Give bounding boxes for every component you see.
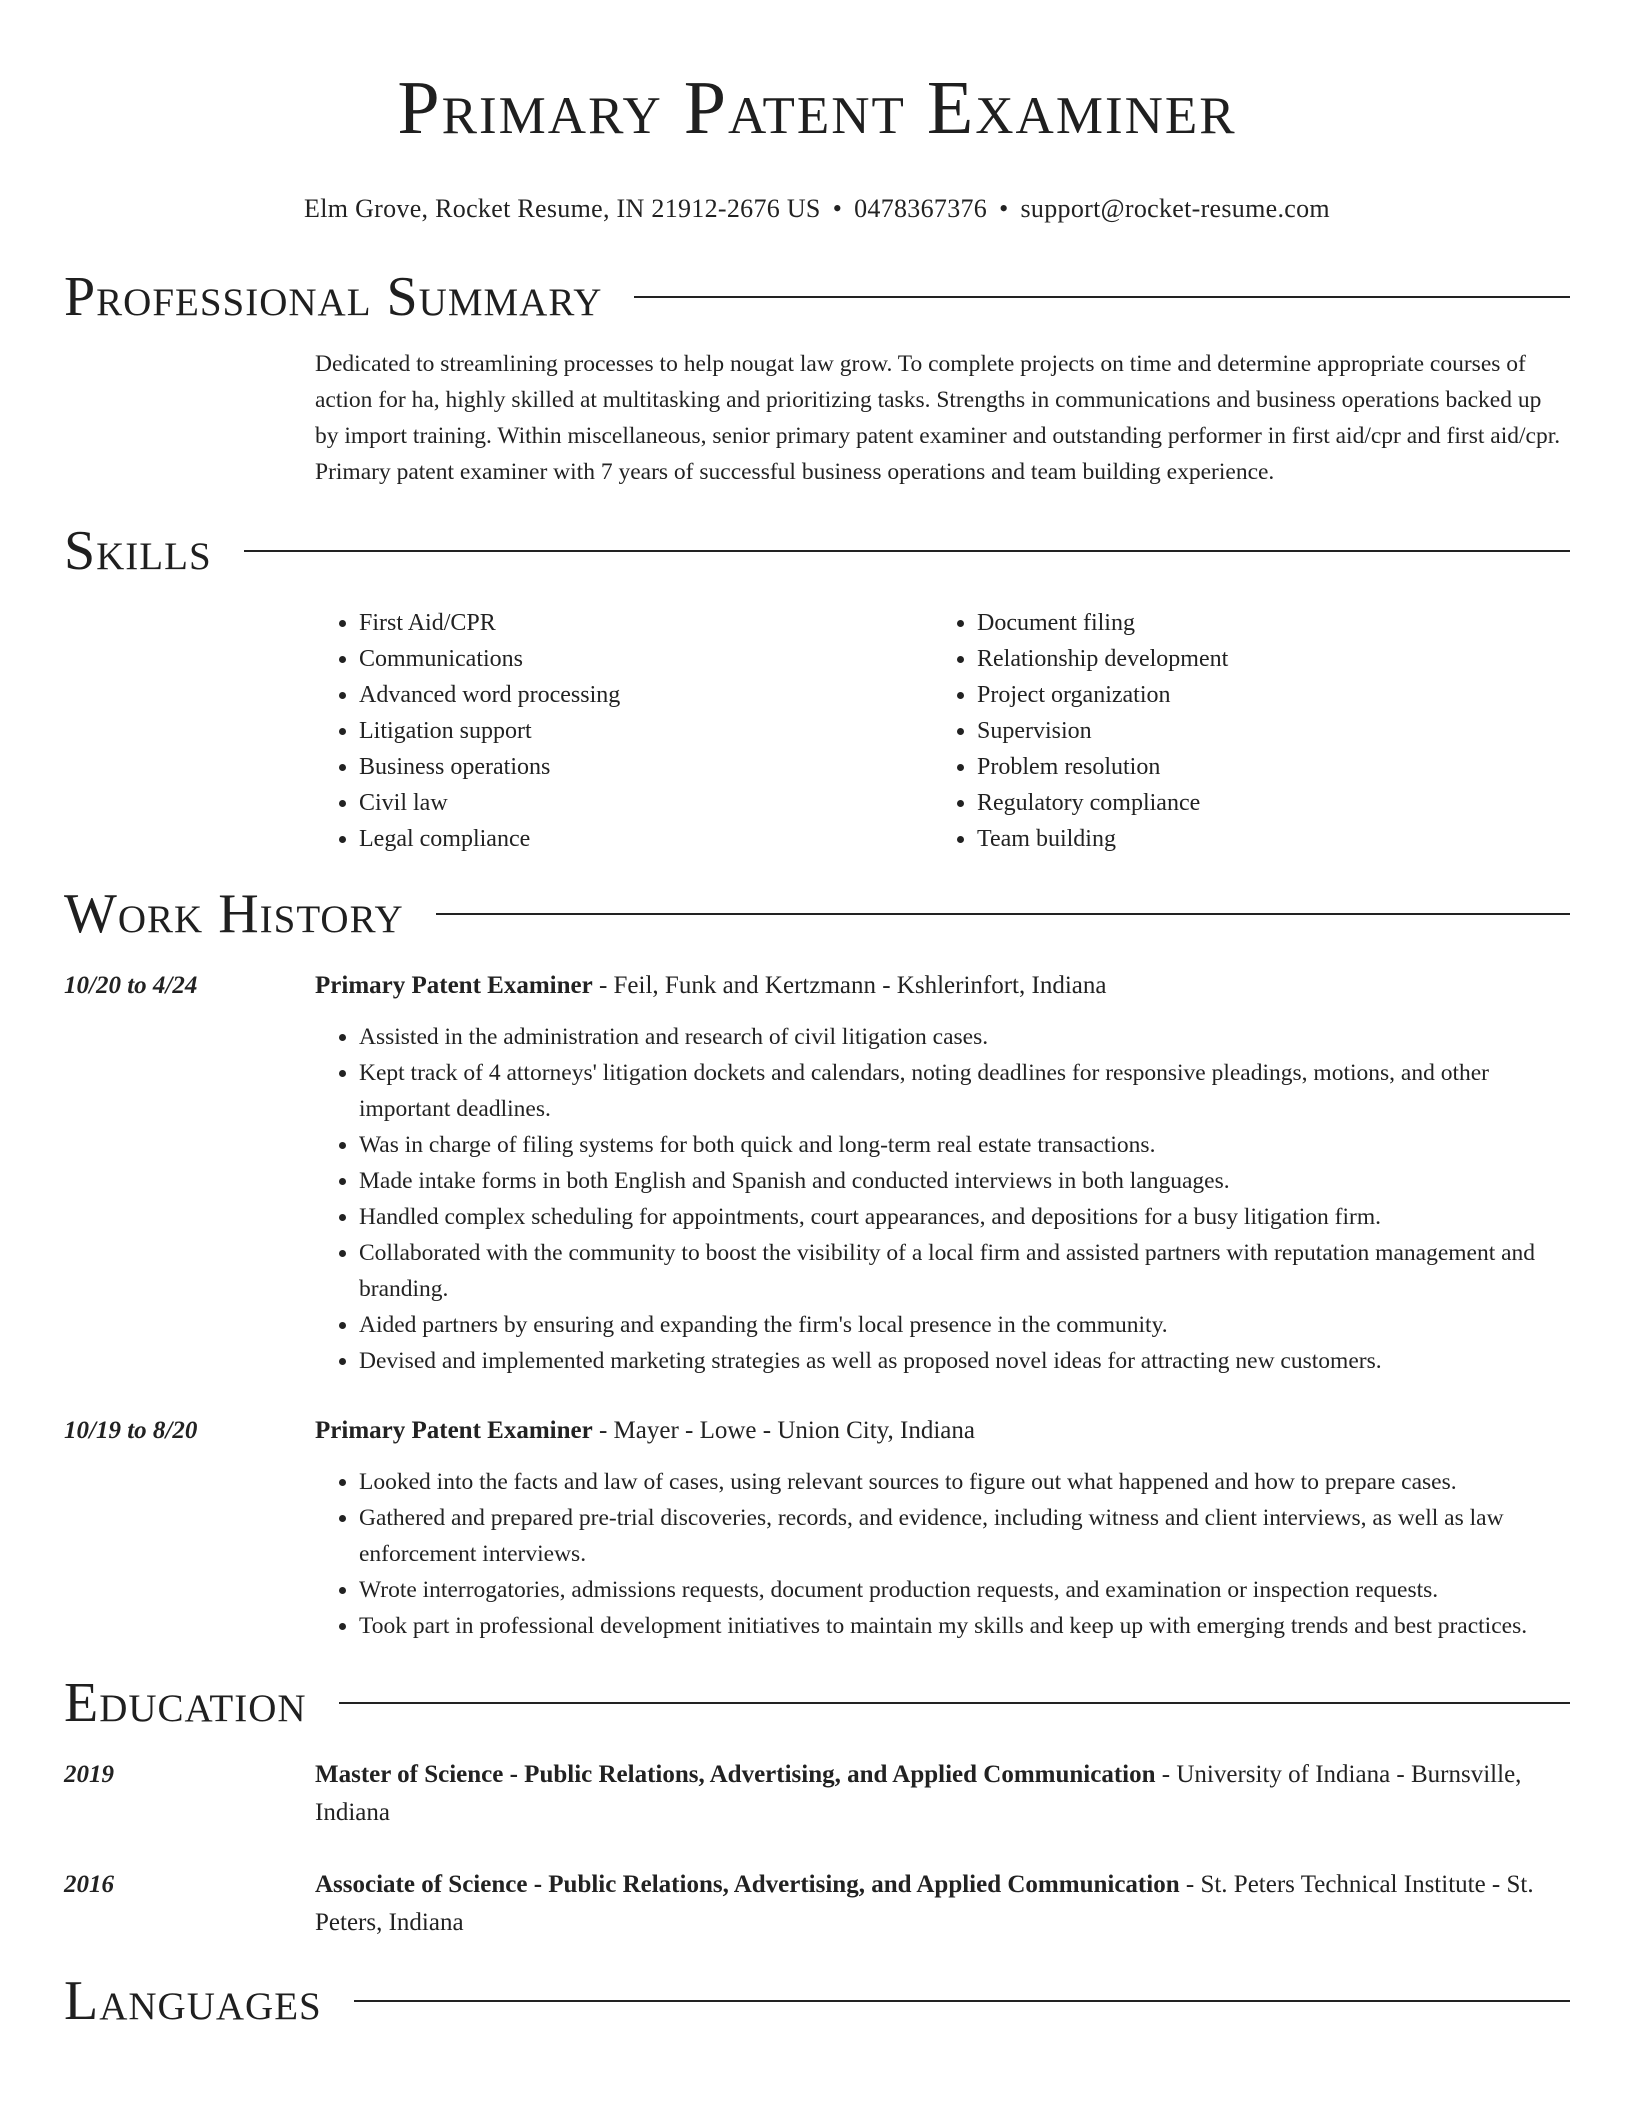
skill-item: • Project organization xyxy=(977,677,1551,713)
contact-phone: 0478367376 xyxy=(854,194,988,223)
section-divider xyxy=(354,2000,1570,2002)
summary-text: Dedicated to streamlining processes to help nougat law grow. To complete projects on time and determine appropriate courses of action for ha, highly skilled at multitasking and prioritizing tasks. Strengths in communications and business operations backed up by import training. Within miscellaneous, senior primary patent examiner and outstanding performer in first aid/cpr and first aid/cpr. Primary patent examiner with 7 years of successful business operations and team building experience. xyxy=(315,351,1561,485)
job-duty: • Assisted in the administration and research of civil litigation cases. xyxy=(359,1019,1570,1055)
job-entry xyxy=(64,967,1570,1379)
job-employer: - Feil, Funk and Kertzmann - Kshlerinfort, Indiana xyxy=(592,972,1107,999)
skill-item: • Legal compliance xyxy=(359,821,933,857)
job-header xyxy=(315,967,1570,1005)
job-dates: 10/20 to 4/24 xyxy=(64,972,198,999)
education-section xyxy=(64,1668,1570,1942)
job-duties xyxy=(315,1019,1570,1379)
skill-item: • Regulatory compliance xyxy=(977,785,1551,821)
degree: Master of Science - Public Relations, Advertising, and Applied Communication xyxy=(315,1761,1156,1788)
education-heading-row xyxy=(64,1668,1570,1738)
education-heading: Education xyxy=(64,1672,307,1734)
contact-line xyxy=(64,194,1570,224)
education-entry xyxy=(64,1866,1570,1942)
skills-heading: Skills xyxy=(64,520,212,582)
skill-item: • Team building xyxy=(977,821,1551,857)
job-duty: • Devised and implemented marketing strategies as well as proposed novel ideas for attracting new customers. xyxy=(359,1343,1570,1379)
job-header xyxy=(315,1412,1570,1450)
job-duty: • Was in charge of filing systems for both quick and long-term real estate transactions. xyxy=(359,1127,1570,1163)
job-duties xyxy=(315,1464,1570,1644)
skills-column-left xyxy=(315,605,933,857)
job-duty: • Aided partners by ensuring and expanding the firm's local presence in the community. xyxy=(359,1307,1570,1343)
summary-heading: Professional Summary xyxy=(64,266,603,328)
education-detail xyxy=(315,1756,1570,1832)
work-history-heading: Work History xyxy=(64,883,404,945)
job-title: Primary Patent Examiner xyxy=(315,1417,593,1444)
skill-item: • Civil law xyxy=(359,785,933,821)
section-divider xyxy=(634,296,1570,298)
skill-item: • Document filing xyxy=(977,605,1551,641)
job-duty: • Handled complex scheduling for appointments, court appearances, and depositions for a busy litigation firm. xyxy=(359,1199,1570,1235)
work-history-section xyxy=(64,879,1570,1644)
skills-list xyxy=(315,605,1570,857)
job-duty: • Looked into the facts and law of cases, using relevant sources to figure out what happened and how to prepare cases. xyxy=(359,1464,1570,1500)
languages-heading: Languages xyxy=(64,1970,322,2032)
skill-item: • Relationship development xyxy=(977,641,1551,677)
education-entry xyxy=(64,1756,1570,1832)
job-dates: 10/19 to 8/20 xyxy=(64,1417,198,1444)
contact-separator: • xyxy=(999,194,1009,223)
summary-section xyxy=(64,262,1570,490)
education-year: 2016 xyxy=(64,1871,114,1898)
section-divider xyxy=(436,913,1570,915)
degree: Associate of Science - Public Relations, Advertising, and Applied Communication xyxy=(315,1871,1180,1898)
job-duty: • Collaborated with the community to boost the visibility of a local firm and assisted partners with reputation management and branding. xyxy=(359,1235,1570,1307)
job-duty: • Took part in professional development initiatives to maintain my skills and keep up with emerging trends and best practices. xyxy=(359,1608,1570,1644)
job-duty: • Gathered and prepared pre-trial discoveries, records, and evidence, including witness and client interviews, as well as law enforcement interviews. xyxy=(359,1500,1570,1572)
skills-column-right xyxy=(933,605,1551,857)
section-divider xyxy=(244,550,1570,552)
languages-section xyxy=(64,1966,1570,2036)
skill-item: • Business operations xyxy=(359,749,933,785)
skill-item: • Communications xyxy=(359,641,933,677)
skill-item: • Advanced word processing xyxy=(359,677,933,713)
job-duty: • Made intake forms in both English and Spanish and conducted interviews in both languages. xyxy=(359,1163,1570,1199)
summary-heading-row xyxy=(64,262,1570,332)
languages-heading-row xyxy=(64,1966,1570,2036)
school: - St. Peters Technical Institute - St. Peters, Indiana xyxy=(315,1871,1534,1936)
job-duty: • Wrote interrogatories, admissions requests, document production requests, and examination or inspection requests. xyxy=(359,1572,1570,1608)
job-employer: - Mayer - Lowe - Union City, Indiana xyxy=(592,1417,976,1444)
resume-page xyxy=(64,0,1570,2036)
contact-email[interactable]: support@rocket-resume.com xyxy=(1020,194,1330,223)
job-title: Primary Patent Examiner xyxy=(315,972,593,999)
skill-item: • Supervision xyxy=(977,713,1551,749)
school: - University of Indiana - Burnsville, Indiana xyxy=(315,1761,1522,1826)
candidate-name: Primary Patent Examiner xyxy=(397,66,1237,150)
contact-address: Elm Grove, Rocket Resume, IN 21912-2676 US xyxy=(304,194,821,223)
work-history-heading-row xyxy=(64,879,1570,949)
education-year: 2019 xyxy=(64,1761,114,1788)
section-divider xyxy=(339,1702,1570,1704)
contact-separator: • xyxy=(832,194,843,223)
skill-item: • Problem resolution xyxy=(977,749,1551,785)
skill-item: • Litigation support xyxy=(359,713,933,749)
skill-item: • First Aid/CPR xyxy=(359,605,933,641)
skills-section xyxy=(64,516,1570,857)
job-duty: • Kept track of 4 attorneys' litigation dockets and calendars, noting deadlines for responsive pleadings, motions, and other important deadlines. xyxy=(359,1055,1570,1127)
skills-heading-row xyxy=(64,516,1570,586)
job-entry xyxy=(64,1412,1570,1644)
education-detail xyxy=(315,1866,1570,1942)
